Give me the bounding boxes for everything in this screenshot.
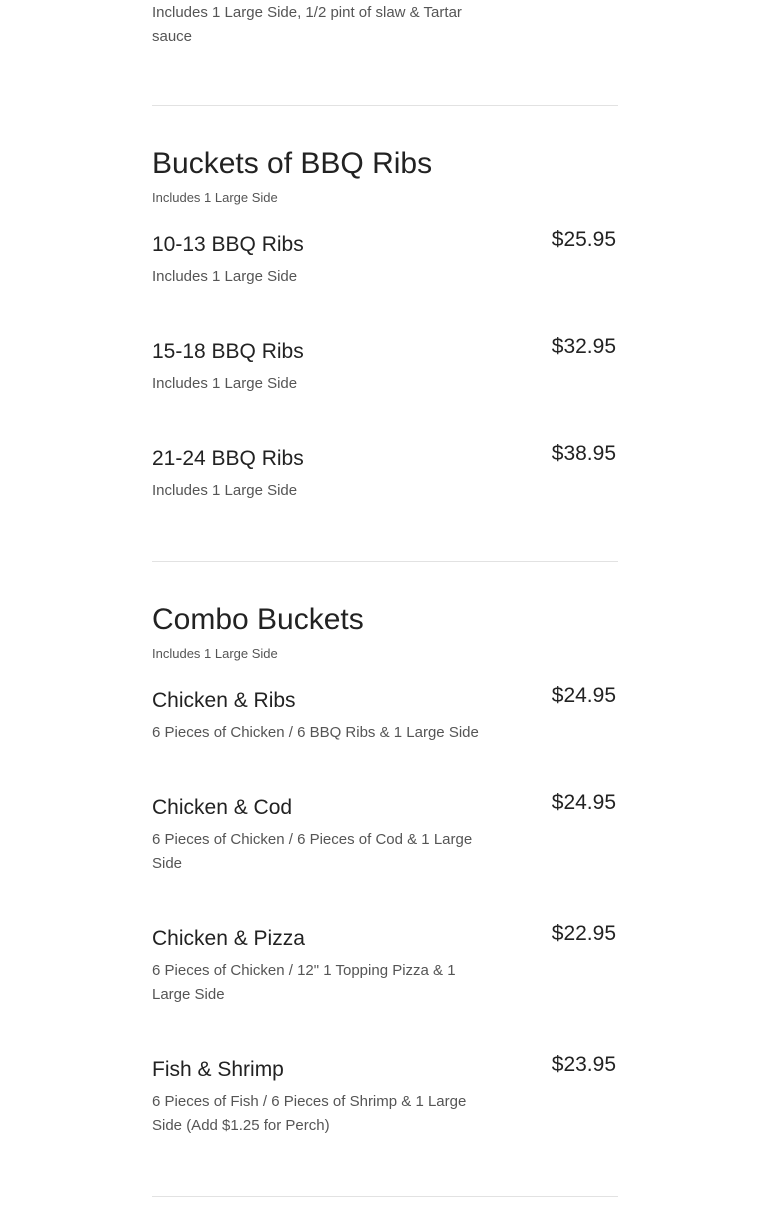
section-note: Includes 1 Large Side: [152, 190, 278, 205]
item-price: $24.95: [551, 791, 616, 814]
item-price: $38.95: [551, 442, 616, 465]
item-description: 6 Pieces of Chicken / 12" 1 Topping Pizza & 1 Large Side: [152, 962, 456, 1003]
section-divider: [152, 1196, 618, 1197]
section-divider: [152, 561, 618, 562]
menu-item[interactable]: [152, 228, 618, 289]
item-description: Includes 1 Large Side: [152, 268, 298, 285]
item-name: 21-24 BBQ Ribs: [152, 447, 304, 470]
section-note: Includes 1 Large Side: [152, 646, 278, 661]
item-name: Chicken & Cod: [152, 796, 293, 819]
item-name: 15-18 BBQ Ribs: [152, 340, 304, 363]
item-description: Includes 1 Large Side: [152, 482, 298, 499]
item-price: $22.95: [551, 922, 616, 945]
section-divider: [152, 105, 618, 106]
item-price: $25.95: [551, 228, 616, 251]
menu-item[interactable]: [152, 442, 618, 503]
section-title-combo-buckets: Combo Buckets: [152, 603, 364, 636]
menu-item[interactable]: [152, 922, 618, 1007]
item-description: Includes 1 Large Side: [152, 375, 298, 392]
item-description: 6 Pieces of Fish / 6 Pieces of Shrimp & 1 Large Side (Add $1.25 for Perch): [152, 1093, 467, 1134]
item-description: Includes 1 Large Side, 1/2 pint of slaw & Tartar sauce: [152, 4, 462, 45]
section-title-bbq-ribs: Buckets of BBQ Ribs: [152, 147, 433, 180]
item-price: $24.95: [551, 684, 616, 707]
item-name: Chicken & Ribs: [152, 689, 296, 712]
menu-item[interactable]: [152, 684, 618, 745]
item-name: 10-13 BBQ Ribs: [152, 233, 304, 256]
item-price: $23.95: [551, 1053, 616, 1076]
item-name: Fish & Shrimp: [152, 1058, 284, 1081]
menu-item[interactable]: [152, 1053, 618, 1138]
item-name: Chicken & Pizza: [152, 927, 305, 950]
item-description: 6 Pieces of Chicken / 6 Pieces of Cod & 1 Large Side: [152, 831, 473, 872]
item-description: 6 Pieces of Chicken / 6 BBQ Ribs & 1 Large Side: [152, 724, 479, 741]
menu-item[interactable]: [152, 791, 618, 876]
menu-item[interactable]: [152, 335, 618, 396]
item-price: $32.95: [551, 335, 616, 358]
